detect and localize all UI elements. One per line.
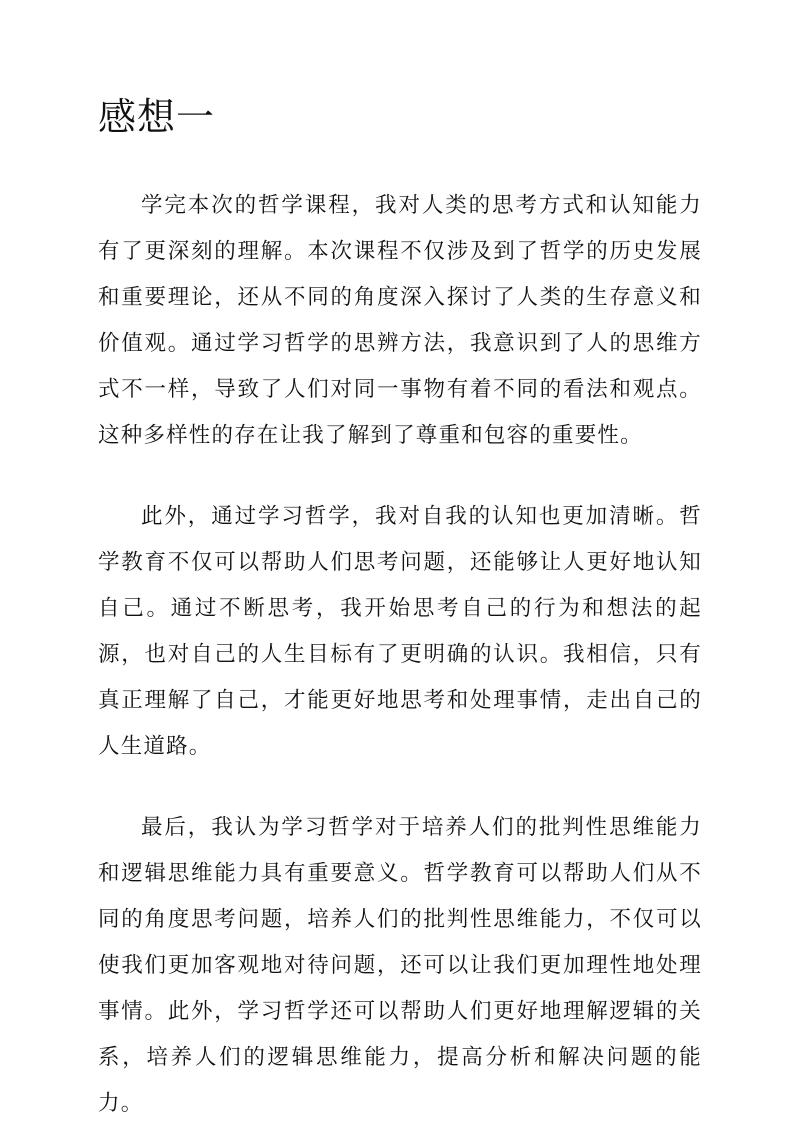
document-title: 感想一 [98,95,216,139]
paragraph-1: 学完本次的哲学课程，我对人类的思考方式和认知能力有了更深刻的理解。本次课程不仅涉及到了哲学的历史发展和重要理论，还从不同的角度深入探讨了人类的生存意义和价值观。通过学习哲学的思辨方法，我意识到了人的思维方式不一样，导致了人们对同一事物有着不同的看法和观点。这种多样性的存在让我了解到了尊重和包容的重要性。 [98,193,702,448]
paragraph-2: 此外，通过学习哲学，我对自我的认知也更加清晰。哲学教育不仅可以帮助人们思考问题，还能够让人更好地认知自己。通过不断思考，我开始思考自己的行为和想法的起源，也对自己的人生目标有了更明确的认识。我相信，只有真正理解了自己，才能更好地思考和处理事情，走出自己的人生道路。 [98,504,702,759]
document-body [98,183,702,1127]
paragraph-3: 最后，我认为学习哲学对于培养人们的批判性思维能力和逻辑思维能力具有重要意义。哲学教育可以帮助人们从不同的角度思考问题，培养人们的批判性思维能力，不仅可以使我们更加客观地对待问题，还可以让我们更加理性地处理事情。此外，学习哲学还可以帮助人们更好地理解逻辑的关系，培养人们的逻辑思维能力，提高分析和解决问题的能力。 [98,815,702,1116]
